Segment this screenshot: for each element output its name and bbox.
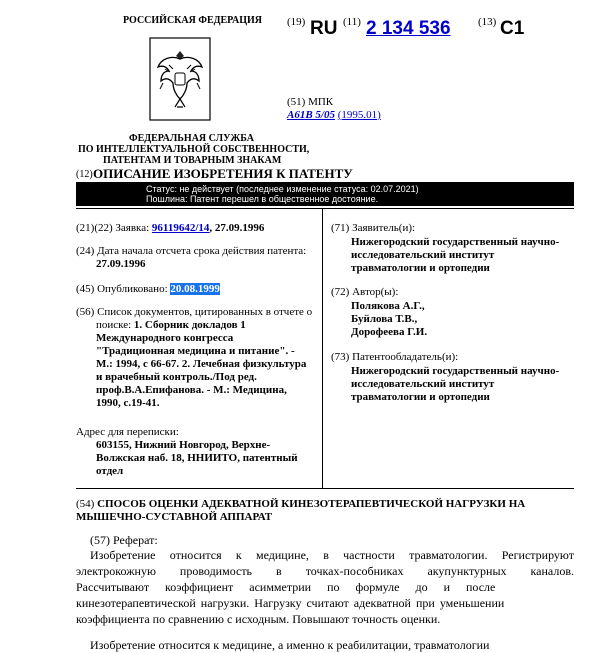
document-title: ОПИСАНИЕ ИЗОБРЕТЕНИЯ К ПАТЕНТУ	[93, 166, 353, 181]
cited-label-2: поиске:	[96, 319, 132, 331]
country-name: РОССИЙСКАЯ ФЕДЕРАЦИЯ	[123, 15, 263, 26]
abstract-line: кинезотерапевтической нагрузки. Нагрузку считают адекватной при уменьшении	[76, 596, 505, 610]
ipc-label: (51) МПК	[287, 96, 334, 108]
ipc-row	[287, 109, 381, 121]
inid-19: (19)	[287, 16, 306, 28]
status-bar	[76, 182, 574, 206]
cited-line: 1990, с.19-41.	[96, 397, 160, 409]
invention-title-line-2: МЫШЕЧНО-СУСТАВНОЙ АППАРАТ	[76, 511, 273, 523]
application-row	[76, 222, 264, 234]
description-partial: Изобретение относится к медицине, а именно к реабилитации, травматологии	[90, 638, 490, 652]
publication-date-highlighted[interactable]: 20.08.1999	[170, 283, 220, 295]
invention-title-row	[76, 498, 525, 510]
cited-line: 1. Сборник докладов 1	[133, 319, 246, 331]
address-line: 603155, Нижний Новгород, Верхне-	[96, 439, 271, 451]
owner-line: Нижегородский государственный научно-	[351, 365, 560, 377]
applicant-label: (71) Заявитель(и):	[331, 222, 416, 234]
ipc-class-link[interactable]: A61B 5/05	[287, 109, 335, 121]
grid-top-line	[76, 208, 574, 209]
inid-11: (11)	[343, 16, 361, 28]
term-start-label: (24) Дата начала отсчета срока действия патента:	[76, 245, 307, 257]
owner-label: (73) Патентообладатель(и):	[331, 351, 459, 363]
coat-of-arms-icon	[149, 37, 211, 121]
abstract-line: электрокожную проводимость в точках-пособниках акупунктурных каналов.	[76, 564, 574, 578]
invention-title: СПОСОБ ОЦЕНКИ АДЕКВАТНОЙ КИНЕЗОТЕРАПЕВТИЧЕСКОЙ НАГРУЗКИ НА	[97, 498, 526, 510]
inid-12: (12)	[76, 169, 93, 180]
application-date: , 27.09.1996	[209, 222, 265, 234]
address-line: Волжская наб. 18, ННИИТО, патентный	[96, 452, 298, 464]
abstract-body	[76, 547, 574, 627]
cited-line: "Традиционная медицина и питание". -	[96, 345, 295, 357]
agency-line-1: ФЕДЕРАЛЬНАЯ СЛУЖБА	[129, 133, 254, 144]
abstract-label: (57) Реферат:	[90, 533, 158, 547]
kind-code: C1	[500, 18, 525, 39]
agency-line-2: ПО ИНТЕЛЛЕКТУАЛЬНОЙ СОБСТВЕННОСТИ,	[78, 144, 310, 155]
publication-row	[76, 283, 220, 295]
author-name: Дорофеева Г.И.	[351, 326, 428, 338]
inid-54: (54)	[76, 498, 95, 510]
owner-line: исследовательский институт	[351, 378, 495, 390]
author-name: Полякова А.Г.,	[351, 300, 425, 312]
fee-text: Пошлина: Патент перешел в общественное достояние.	[146, 194, 379, 204]
cited-line: и врачебный контроль./Под ред.	[96, 371, 257, 383]
owner-line: травматологии и ортопедии	[351, 391, 490, 403]
cited-first-row	[96, 319, 246, 331]
publication-label: (45) Опубликовано:	[76, 283, 168, 295]
cited-line: М.: 1994, с 66-67. 2. Лечебная физкультура	[96, 358, 307, 370]
ipc-date-link[interactable]: (1995.01)	[337, 109, 381, 121]
cited-line: Международного конгресса	[96, 332, 234, 344]
address-line: отдел	[96, 465, 124, 477]
cited-label: (56) Список документов, цитированных в отчете о	[76, 306, 313, 318]
application-number-link[interactable]: 96119642/14	[151, 222, 210, 234]
abstract-line: Рассчитывают коэффициент асимметрии по формуле до и после	[76, 580, 496, 594]
applicant-line: исследовательский институт	[351, 249, 495, 261]
abstract-line: коэффициента по сравнению с исходным. Повышают точность оценки.	[76, 612, 441, 626]
applicant-line: травматологии и ортопедии	[351, 262, 490, 274]
inid-13: (13)	[478, 16, 497, 28]
application-label: (21)(22) Заявка:	[76, 222, 150, 234]
applicant-line: Нижегородский государственный научно-	[351, 236, 560, 248]
agency-line-3: ПАТЕНТАМ И ТОВАРНЫМ ЗНАКАМ	[103, 155, 282, 166]
authors-label: (72) Автор(ы):	[331, 286, 399, 298]
patent-number-link[interactable]: 2 134 536	[366, 18, 451, 39]
grid-bottom-line	[76, 488, 574, 489]
country-code: RU	[310, 18, 338, 39]
term-start-date: 27.09.1996	[96, 258, 146, 270]
status-text: Статус: не действует (последнее изменение статуса: 02.07.2021)	[146, 184, 419, 194]
cited-line: проф.В.А.Епифанова. - М.: Медицина,	[96, 384, 287, 396]
grid-divider	[322, 208, 323, 488]
author-name: Буйлова Т.В.,	[351, 313, 418, 325]
address-label: Адрес для переписки:	[76, 426, 179, 438]
abstract-line: Изобретение относится к медицине, в частности травматологии. Регистрируют	[90, 548, 574, 562]
